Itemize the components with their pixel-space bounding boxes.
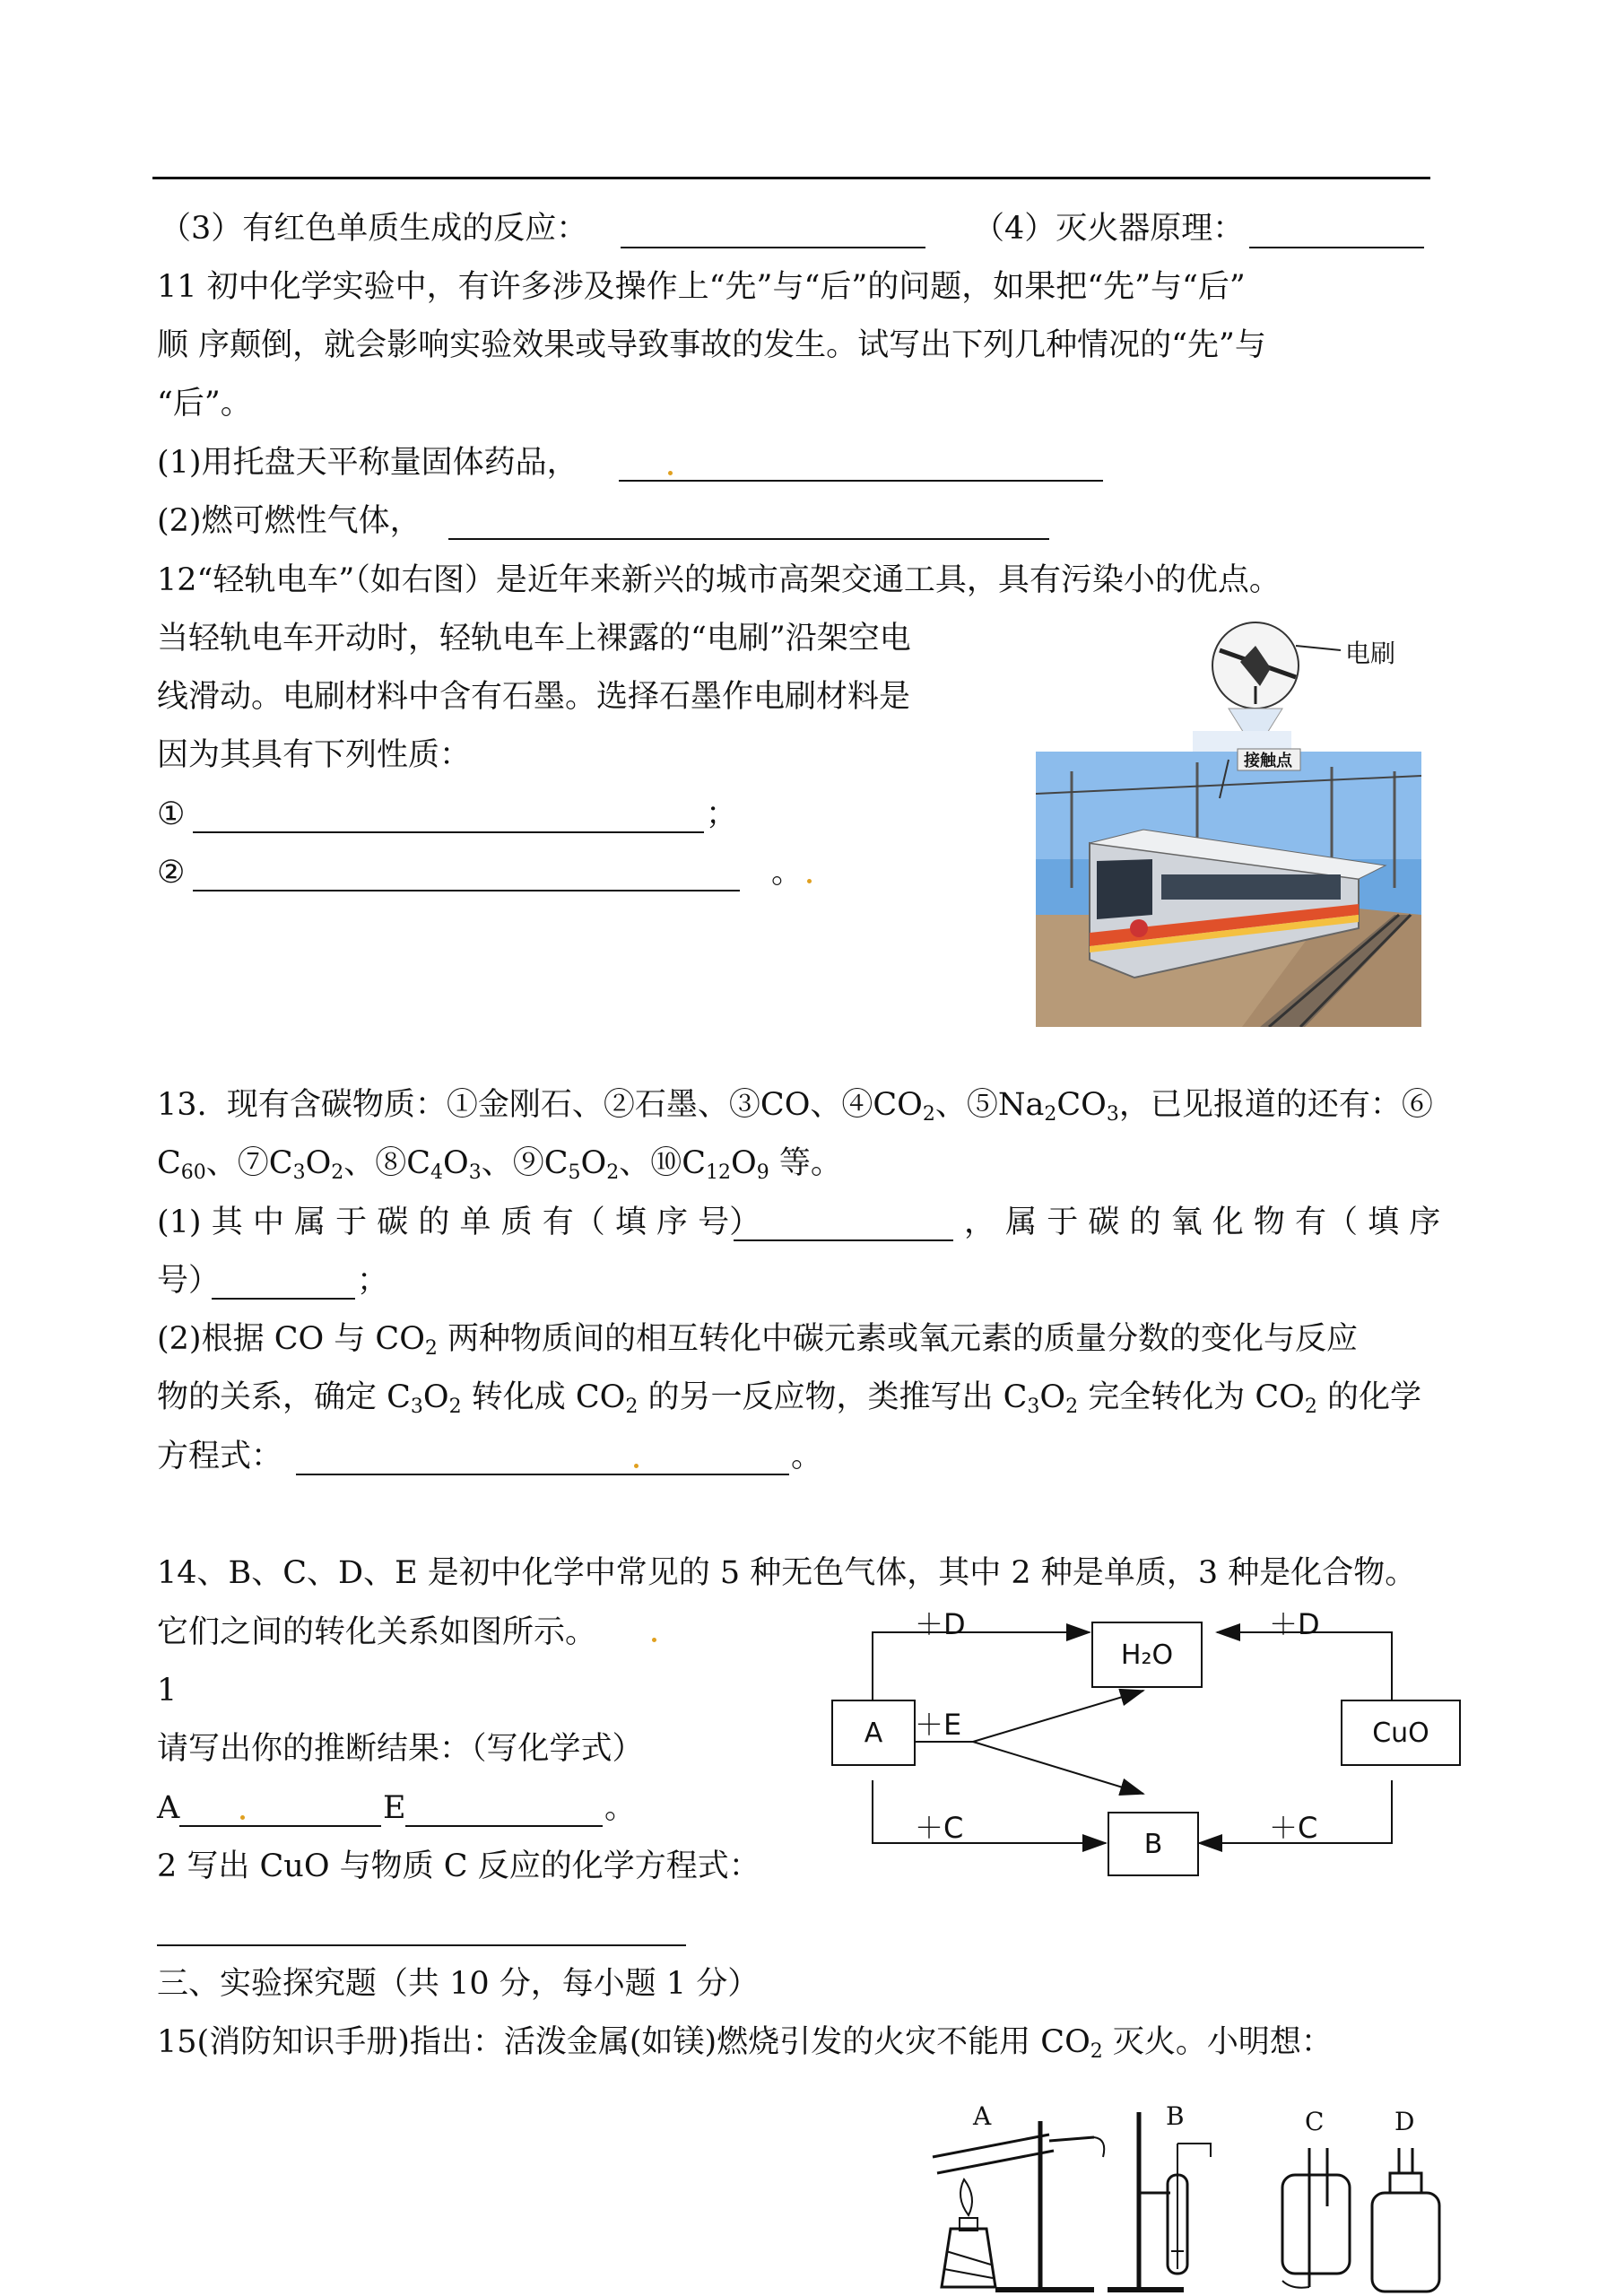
q13-sub1-part3: 号） bbox=[157, 1263, 221, 1299]
apparatus-label-b: B bbox=[1166, 2101, 1185, 2131]
apparatus-label-a: A bbox=[973, 2101, 992, 2131]
stray-dot bbox=[652, 1638, 656, 1642]
q13-sub2-line3: 方程式： bbox=[157, 1439, 283, 1474]
q13-line2: $C_{60}$、$⑦C_3O_2$、$⑧C_4O_3$、$⑨C_5O_2$、$⑩C_{12}O_9$ 等。 bbox=[157, 1145, 842, 1184]
q14-line5-a: A bbox=[157, 1790, 180, 1826]
q14-line1: 14、B、C、D、E 是初中化学中常见的 5 种无色气体，其中 2 种是单质，3 种是化合物。 bbox=[157, 1555, 1417, 1591]
q13-sub1-blank2 bbox=[212, 1298, 355, 1300]
q14-line2: 它们之间的转化关系如图所示。 bbox=[157, 1614, 597, 1650]
section3-heading: 三、实验探究题（共 10 分，每小题 1 分） bbox=[157, 1966, 760, 2002]
q14-line6: 2 写出 CuO 与物质 C 反应的化学方程式： bbox=[157, 1848, 760, 1884]
q13-sub1-part2: ， 属 于 碳 的 氧 化 物 有（ 填 序 bbox=[964, 1205, 1441, 1240]
stray-dot bbox=[634, 1464, 639, 1468]
train-photo bbox=[1036, 619, 1421, 1027]
q10-line3-label: （3）有红色单质生成的反应： bbox=[160, 211, 588, 247]
q10-line4-blank bbox=[1249, 247, 1424, 248]
q11-line1: 11 初中化学实验中，有许多涉及操作上“先”与“后”的问题，如果把“先”与“后” bbox=[157, 269, 1246, 305]
apparatus-label-c: C bbox=[1305, 2107, 1325, 2136]
q10-line3-blank bbox=[621, 247, 925, 248]
q14-line3: 1 bbox=[157, 1673, 178, 1709]
label-middle: ＋E bbox=[915, 1708, 962, 1742]
contact-label: 接触点 bbox=[1244, 752, 1292, 770]
q13-sub1-part1: (1) 其 中 属 于 碳 的 单 质 有（ 填 序 号） bbox=[157, 1205, 761, 1240]
label-top-left: ＋D bbox=[915, 1607, 966, 1641]
q11-item2: (2)燃可燃性气体， bbox=[157, 503, 421, 539]
q11-item1-blank bbox=[619, 480, 1103, 482]
stray-dot bbox=[807, 879, 812, 883]
q14-a-blank bbox=[179, 1825, 381, 1827]
q13-sub2-end: 。 bbox=[791, 1439, 823, 1474]
q12-item1-end: ； bbox=[706, 796, 738, 832]
stray-dot bbox=[240, 1815, 245, 1820]
q14-line4: 请写出你的推断结果：（写化学式） bbox=[157, 1731, 644, 1767]
q12-line1: 12“轻轨电车”（如右图）是近年来新兴的城市高架交通工具，具有污染小的优点。 bbox=[157, 562, 1281, 598]
q13-sub2-blank bbox=[296, 1474, 789, 1475]
q14-line5-end: 。 bbox=[604, 1790, 637, 1826]
q12-item2-blank bbox=[193, 890, 740, 891]
q13-sub2-line1: (2)根据 CO 与 $CO_2$ 两种物质间的相互转化中碳元素或氧元素的质量分数的变化与反应 bbox=[157, 1321, 1359, 1360]
stray-dot bbox=[668, 471, 673, 475]
box-h2o: H₂O bbox=[1091, 1622, 1203, 1688]
label-top-right: ＋D bbox=[1269, 1607, 1320, 1641]
q12-item2-marker: ② bbox=[157, 855, 186, 891]
box-cuo: CuO bbox=[1341, 1700, 1461, 1766]
q14-line5-e: E bbox=[383, 1790, 406, 1826]
q11-item2-blank bbox=[448, 538, 1049, 540]
q12-line4: 因为其具有下列性质： bbox=[157, 737, 472, 773]
box-b: B bbox=[1108, 1812, 1199, 1876]
train-figure bbox=[1036, 619, 1421, 1027]
q13-sub1-end: ； bbox=[357, 1263, 389, 1299]
box-a: A bbox=[831, 1700, 916, 1766]
q14-e-blank bbox=[405, 1825, 603, 1827]
q14-line6-blank bbox=[157, 1944, 686, 1946]
apparatus-label-d: D bbox=[1394, 2107, 1415, 2136]
label-bottom-left: ＋C bbox=[915, 1811, 964, 1845]
q13-sub2-line2: 物的关系，确定 $C_3O_2$ 转化成 $CO_2$ 的另一反应物，类推写出 $C_3O_2$ 完全转化为 $CO_2$ 的化学 bbox=[157, 1379, 1421, 1418]
q12-item1-blank bbox=[193, 831, 704, 833]
q12-line2: 当轻轨电车开动时，轻轨电车上裸露的“电刷”沿架空电 bbox=[157, 621, 911, 657]
q11-line2: 顺 序颠倒，就会影响实验效果或导致事故的发生。试写出下列几种情况的“先”与 bbox=[157, 327, 1266, 363]
brush-label: 电刷 bbox=[1345, 639, 1396, 668]
q12-item2-end: 。 bbox=[771, 855, 804, 891]
q12-item1-marker: ① bbox=[157, 796, 186, 832]
q11-line3: “后”。 bbox=[157, 386, 252, 422]
header-rule bbox=[152, 177, 1430, 179]
q13-line1: 13. 现有含碳物质：①金刚石、②石墨、③CO、$④CO_2$、$⑤Na_2CO_3$，已见报道的还有：⑥ bbox=[157, 1087, 1433, 1126]
q12-line3: 线滑动。电刷材料中含有石墨。选择石墨作电刷材料是 bbox=[157, 679, 911, 715]
apparatus-figure bbox=[915, 2094, 1471, 2296]
q13-sub1-blank1 bbox=[734, 1239, 953, 1241]
label-bottom-right: ＋C bbox=[1269, 1811, 1318, 1845]
q15-line1: 15(消防知识手册)指出：活泼金属(如镁)燃烧引发的火灾不能用 $CO_2$ 灭火。小明想： bbox=[157, 2024, 1333, 2063]
q10-line4-label: （4）灭火器原理： bbox=[973, 211, 1245, 247]
q11-item1: (1)用托盘天平称量固体药品， bbox=[157, 445, 578, 481]
